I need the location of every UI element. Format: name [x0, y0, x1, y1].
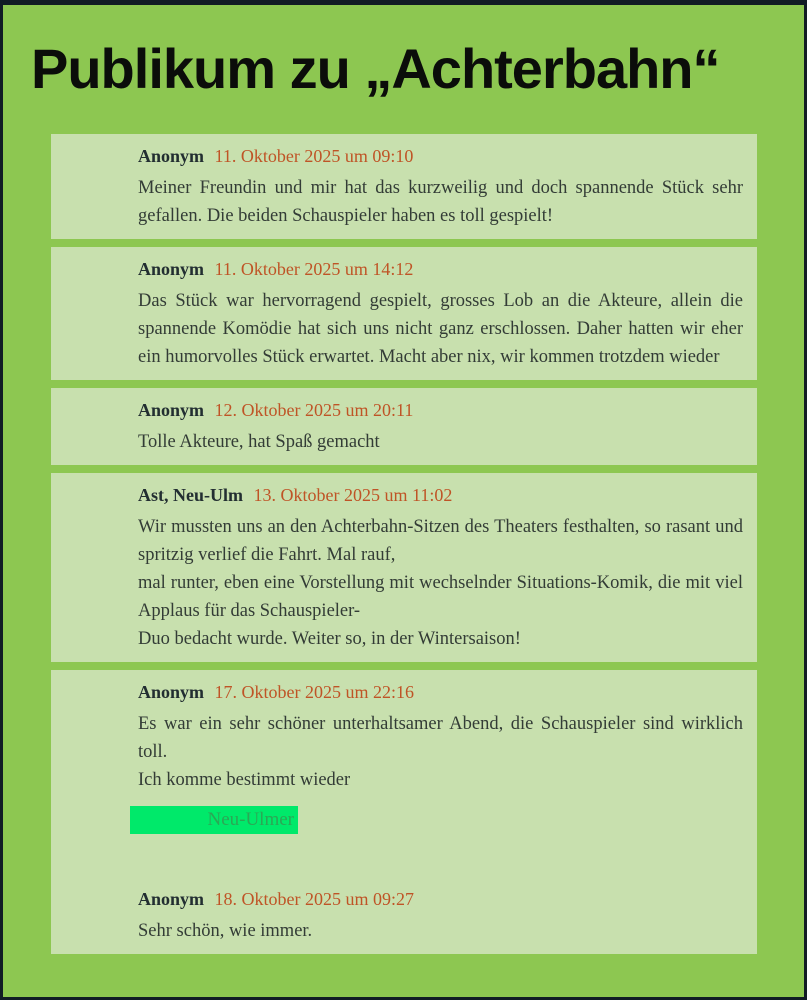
comment-meta	[138, 888, 743, 910]
comment-author: Anonym	[138, 682, 205, 702]
comment-date-link[interactable]: 18. Oktober 2025 um 09:27	[214, 889, 415, 909]
comment	[138, 258, 743, 371]
comment-paragraph: Duo bedacht wurde. Weiter so, in der Wintersaison!	[138, 629, 521, 649]
comment-body	[138, 710, 743, 794]
comment	[138, 681, 743, 834]
comment-block	[51, 388, 757, 465]
comment-body	[138, 917, 743, 945]
comments-section	[51, 134, 757, 954]
comment-date-link[interactable]: 17. Oktober 2025 um 22:16	[214, 682, 415, 702]
comment-meta	[138, 681, 743, 703]
comment-body	[138, 287, 743, 371]
highlighted-link[interactable]: Neu-Ulmer	[130, 806, 298, 834]
comment	[138, 484, 743, 653]
comment-meta	[138, 399, 743, 421]
comment-block	[51, 670, 757, 954]
comment-body	[138, 428, 743, 456]
comment-author: Anonym	[138, 400, 205, 420]
comment-meta	[138, 258, 743, 280]
comment-block	[51, 134, 757, 239]
comment-date-link[interactable]: 11. Oktober 2025 um 09:10	[214, 146, 414, 166]
comment-paragraph: Das Stück war hervorragend gespielt, grosses Lob an die Akteure, allein die spannende Komödie hat sich uns nicht ganz erschlossen. Daher hatten wir eher ein humorvolles Stück erwartet. Macht aber nix, wir kommen trotzdem wieder	[138, 291, 743, 367]
comment-paragraph: Wir mussten uns an den Achterbahn-Sitzen des Theaters festhalten, so rasant und spritzig verlief die Fahrt. Mal rauf,	[138, 517, 743, 565]
comment-body	[138, 513, 743, 653]
comment-date-link[interactable]: 12. Oktober 2025 um 20:11	[214, 400, 414, 420]
comment-block	[51, 247, 757, 380]
comment-body	[138, 174, 743, 230]
comment	[138, 399, 743, 456]
comment-paragraph: Sehr schön, wie immer.	[138, 921, 313, 941]
page-title: Publikum zu „Achterbahn“	[31, 37, 720, 100]
comment-author: Anonym	[138, 259, 205, 279]
comment-author: Anonym	[138, 889, 205, 909]
comment-meta	[138, 484, 743, 506]
comment-author: Ast, Neu-Ulm	[138, 485, 243, 505]
comment	[138, 888, 743, 945]
comment-paragraph: Es war ein sehr schöner unterhaltsamer Abend, die Schauspieler sind wirklich toll.	[138, 714, 743, 762]
comment-paragraph: Ich komme bestimmt wieder	[138, 770, 351, 790]
comment-author: Anonym	[138, 146, 205, 166]
comment-block	[51, 473, 757, 662]
comment-paragraph: mal runter, eben eine Vorstellung mit wechselnder Situations-Komik, die mit viel Applaus für das Schauspieler-	[138, 573, 743, 621]
comment-paragraph: Tolle Akteure, hat Spaß gemacht	[138, 432, 380, 452]
comment	[138, 145, 743, 230]
comment-meta	[138, 145, 743, 167]
comment-date-link[interactable]: 13. Oktober 2025 um 11:02	[253, 485, 453, 505]
comment-paragraph: Meiner Freundin und mir hat das kurzweilig und doch spannende Stück sehr gefallen. Die beiden Schauspieler haben es toll gespielt!	[138, 178, 743, 226]
comment-date-link[interactable]: 11. Oktober 2025 um 14:12	[214, 259, 414, 279]
